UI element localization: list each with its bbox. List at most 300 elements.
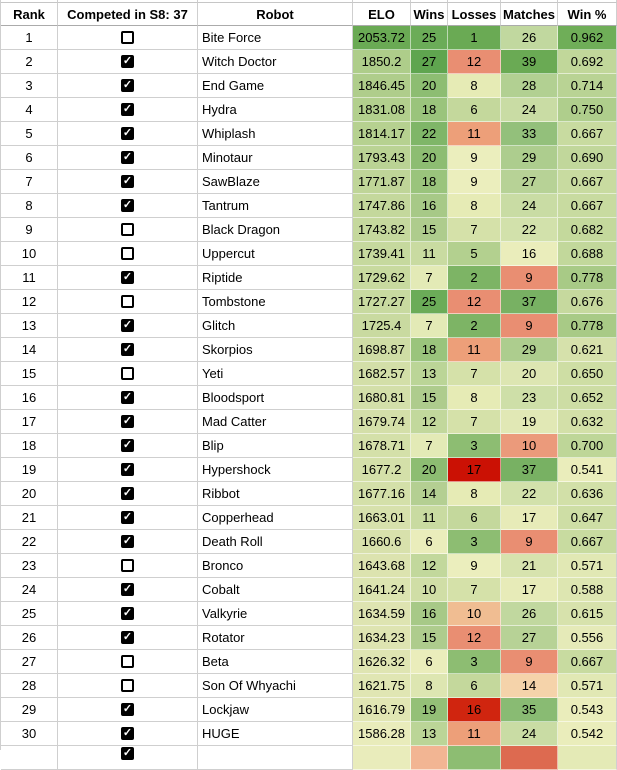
checkbox-unchecked[interactable]: [121, 655, 134, 668]
checkmark-icon: ✓: [122, 150, 133, 163]
matches-cell[interactable]: 27: [501, 626, 558, 650]
wins-cell[interactable]: 11: [411, 242, 448, 266]
rank-cell[interactable]: 14: [1, 338, 58, 362]
col-header-competed[interactable]: Competed in S8: 37: [58, 3, 198, 26]
losses-cell[interactable]: 6: [448, 674, 501, 698]
checkbox-checked[interactable]: [121, 463, 134, 476]
robot-name-cell[interactable]: Son Of Whyachi: [198, 674, 353, 698]
wins-cell[interactable]: 20: [411, 146, 448, 170]
checkbox-checked[interactable]: [121, 391, 134, 404]
losses-cell[interactable]: [448, 746, 501, 770]
losses-cell[interactable]: 3: [448, 530, 501, 554]
robot-name-cell[interactable]: Uppercut: [198, 242, 353, 266]
rank-cell[interactable]: 1: [1, 26, 58, 50]
col-header-elo[interactable]: ELO: [353, 3, 411, 26]
wins-cell[interactable]: 18: [411, 338, 448, 362]
checkbox-unchecked[interactable]: [121, 295, 134, 308]
rank-cell[interactable]: 16: [1, 386, 58, 410]
col-header-win-pct[interactable]: Win %: [558, 3, 617, 26]
win-pct-cell[interactable]: 0.688: [558, 242, 617, 266]
matches-cell[interactable]: 28: [501, 74, 558, 98]
checkbox-checked[interactable]: [121, 439, 134, 452]
table-row: [1, 314, 617, 338]
win-pct-cell[interactable]: 0.571: [558, 554, 617, 578]
losses-cell[interactable]: 10: [448, 602, 501, 626]
losses-cell[interactable]: 12: [448, 50, 501, 74]
wins-cell[interactable]: 20: [411, 74, 448, 98]
win-pct-cell[interactable]: 0.667: [558, 650, 617, 674]
elo-cell[interactable]: [353, 746, 411, 770]
elo-cell[interactable]: 1814.17: [353, 122, 411, 146]
competed-checkbox-cell[interactable]: [58, 146, 198, 170]
competed-checkbox-cell[interactable]: [58, 194, 198, 218]
losses-cell[interactable]: 8: [448, 194, 501, 218]
competed-checkbox-cell[interactable]: [58, 170, 198, 194]
col-header-rank[interactable]: Rank: [1, 3, 58, 26]
matches-cell[interactable]: 17: [501, 578, 558, 602]
losses-cell[interactable]: 12: [448, 626, 501, 650]
elo-cell[interactable]: 1727.27: [353, 290, 411, 314]
elo-cell[interactable]: 1747.86: [353, 194, 411, 218]
robot-name-cell[interactable]: Copperhead: [198, 506, 353, 530]
rank-cell[interactable]: 15: [1, 362, 58, 386]
robot-name-cell[interactable]: Ribbot: [198, 482, 353, 506]
elo-cell[interactable]: 1634.23: [353, 626, 411, 650]
checkbox-checked[interactable]: [121, 79, 134, 92]
competed-checkbox-cell[interactable]: [58, 482, 198, 506]
losses-cell[interactable]: 8: [448, 386, 501, 410]
elo-cell[interactable]: 1680.81: [353, 386, 411, 410]
matches-cell[interactable]: 21: [501, 554, 558, 578]
robot-name-cell[interactable]: Skorpios: [198, 338, 353, 362]
wins-cell[interactable]: 27: [411, 50, 448, 74]
win-pct-cell[interactable]: 0.621: [558, 338, 617, 362]
matches-cell[interactable]: 19: [501, 410, 558, 434]
losses-cell[interactable]: 7: [448, 410, 501, 434]
elo-cell[interactable]: 1634.59: [353, 602, 411, 626]
elo-cell[interactable]: 1793.43: [353, 146, 411, 170]
checkbox-checked[interactable]: [121, 343, 134, 356]
win-pct-cell[interactable]: 0.692: [558, 50, 617, 74]
win-pct-cell[interactable]: 0.676: [558, 290, 617, 314]
wins-cell[interactable]: 15: [411, 218, 448, 242]
wins-cell[interactable]: 25: [411, 26, 448, 50]
wins-cell[interactable]: 22: [411, 122, 448, 146]
checkbox-checked[interactable]: [121, 583, 134, 596]
matches-cell[interactable]: 9: [501, 530, 558, 554]
matches-cell[interactable]: 9: [501, 650, 558, 674]
wins-cell[interactable]: 7: [411, 434, 448, 458]
rank-cell[interactable]: 9: [1, 218, 58, 242]
losses-cell[interactable]: 8: [448, 482, 501, 506]
competed-checkbox-cell[interactable]: [58, 74, 198, 98]
losses-cell[interactable]: 11: [448, 122, 501, 146]
matches-cell[interactable]: 37: [501, 458, 558, 482]
elo-cell[interactable]: 1729.62: [353, 266, 411, 290]
checkbox-checked[interactable]: [121, 631, 134, 644]
wins-cell[interactable]: 12: [411, 554, 448, 578]
losses-cell[interactable]: 11: [448, 722, 501, 746]
win-pct-cell[interactable]: 0.647: [558, 506, 617, 530]
elo-cell[interactable]: 1643.68: [353, 554, 411, 578]
win-pct-cell[interactable]: 0.667: [558, 170, 617, 194]
robot-name-cell[interactable]: Tantrum: [198, 194, 353, 218]
robot-name-cell[interactable]: Bronco: [198, 554, 353, 578]
losses-cell[interactable]: 5: [448, 242, 501, 266]
checkbox-unchecked[interactable]: [121, 367, 134, 380]
win-pct-cell[interactable]: 0.714: [558, 74, 617, 98]
win-pct-cell[interactable]: 0.636: [558, 482, 617, 506]
competed-checkbox-cell[interactable]: [58, 218, 198, 242]
checkbox-checked[interactable]: [121, 747, 134, 760]
robot-name-cell[interactable]: Valkyrie: [198, 602, 353, 626]
elo-cell[interactable]: 1660.6: [353, 530, 411, 554]
rank-cell[interactable]: [1, 746, 58, 770]
wins-cell[interactable]: 8: [411, 674, 448, 698]
rank-cell[interactable]: 23: [1, 554, 58, 578]
col-header-robot[interactable]: Robot: [198, 3, 353, 26]
matches-cell[interactable]: 39: [501, 50, 558, 74]
losses-cell[interactable]: 7: [448, 362, 501, 386]
competed-checkbox-cell[interactable]: [58, 554, 198, 578]
wins-cell[interactable]: 6: [411, 650, 448, 674]
checkbox-checked[interactable]: [121, 727, 134, 740]
elo-cell[interactable]: 1771.87: [353, 170, 411, 194]
robot-name-cell[interactable]: Bloodsport: [198, 386, 353, 410]
elo-cell[interactable]: 1586.28: [353, 722, 411, 746]
checkbox-checked[interactable]: [121, 511, 134, 524]
elo-cell[interactable]: 1682.57: [353, 362, 411, 386]
competed-checkbox-cell[interactable]: [58, 746, 198, 770]
rank-cell[interactable]: 2: [1, 50, 58, 74]
rank-cell[interactable]: 24: [1, 578, 58, 602]
matches-cell[interactable]: 27: [501, 170, 558, 194]
table-row: [1, 98, 617, 122]
elo-cell[interactable]: 1677.2: [353, 458, 411, 482]
wins-cell[interactable]: 12: [411, 410, 448, 434]
losses-cell[interactable]: 7: [448, 218, 501, 242]
rank-cell[interactable]: 30: [1, 722, 58, 746]
rank-cell[interactable]: 20: [1, 482, 58, 506]
win-pct-cell[interactable]: 0.652: [558, 386, 617, 410]
competed-checkbox-cell[interactable]: [58, 578, 198, 602]
checkbox-checked[interactable]: [121, 703, 134, 716]
robot-name-cell[interactable]: Lockjaw: [198, 698, 353, 722]
wins-cell[interactable]: 10: [411, 578, 448, 602]
elo-cell[interactable]: 1677.16: [353, 482, 411, 506]
losses-cell[interactable]: 11: [448, 338, 501, 362]
elo-cell[interactable]: 1679.74: [353, 410, 411, 434]
robot-name-cell[interactable]: Whiplash: [198, 122, 353, 146]
rank-cell[interactable]: 13: [1, 314, 58, 338]
competed-checkbox-cell[interactable]: [58, 266, 198, 290]
rank-cell[interactable]: 10: [1, 242, 58, 266]
checkbox-checked[interactable]: [121, 271, 134, 284]
table-row: [1, 410, 617, 434]
table-row: [1, 698, 617, 722]
competed-checkbox-cell[interactable]: [58, 362, 198, 386]
competed-checkbox-cell[interactable]: [58, 410, 198, 434]
win-pct-cell[interactable]: 0.615: [558, 602, 617, 626]
rank-cell[interactable]: 21: [1, 506, 58, 530]
matches-cell[interactable]: 20: [501, 362, 558, 386]
rank-cell[interactable]: 17: [1, 410, 58, 434]
competed-checkbox-cell[interactable]: [58, 290, 198, 314]
matches-cell[interactable]: 9: [501, 314, 558, 338]
robot-name-cell[interactable]: Hypershock: [198, 458, 353, 482]
elo-cell[interactable]: 1846.45: [353, 74, 411, 98]
competed-checkbox-cell[interactable]: [58, 698, 198, 722]
matches-cell[interactable]: 29: [501, 146, 558, 170]
elo-cell[interactable]: 1725.4: [353, 314, 411, 338]
matches-cell[interactable]: 22: [501, 218, 558, 242]
rank-cell[interactable]: 6: [1, 146, 58, 170]
checkmark-icon: ✓: [122, 582, 133, 595]
losses-cell[interactable]: 3: [448, 434, 501, 458]
matches-cell[interactable]: 33: [501, 122, 558, 146]
win-pct-cell[interactable]: [558, 746, 617, 770]
robot-name-cell[interactable]: End Game: [198, 74, 353, 98]
rank-cell[interactable]: 26: [1, 626, 58, 650]
rank-cell[interactable]: 8: [1, 194, 58, 218]
win-pct-cell[interactable]: 0.667: [558, 194, 617, 218]
wins-cell[interactable]: 18: [411, 98, 448, 122]
competed-checkbox-cell[interactable]: [58, 242, 198, 266]
col-header-matches[interactable]: Matches: [501, 3, 558, 26]
wins-cell[interactable]: [411, 746, 448, 770]
table-row: [1, 74, 617, 98]
matches-cell[interactable]: 24: [501, 98, 558, 122]
col-header-wins[interactable]: Wins: [411, 3, 448, 26]
win-pct-cell[interactable]: 0.541: [558, 458, 617, 482]
losses-cell[interactable]: 8: [448, 74, 501, 98]
matches-cell[interactable]: 9: [501, 266, 558, 290]
losses-cell[interactable]: 2: [448, 314, 501, 338]
losses-cell[interactable]: 9: [448, 170, 501, 194]
robot-name-cell[interactable]: Rotator: [198, 626, 353, 650]
rank-cell[interactable]: 3: [1, 74, 58, 98]
checkbox-unchecked[interactable]: [121, 679, 134, 692]
elo-cell[interactable]: 1743.82: [353, 218, 411, 242]
rank-cell[interactable]: 5: [1, 122, 58, 146]
losses-cell[interactable]: 2: [448, 266, 501, 290]
robot-name-cell[interactable]: Witch Doctor: [198, 50, 353, 74]
losses-cell[interactable]: 9: [448, 554, 501, 578]
matches-cell[interactable]: 22: [501, 482, 558, 506]
competed-checkbox-cell[interactable]: [58, 530, 198, 554]
table-row: [1, 602, 617, 626]
wins-cell[interactable]: 13: [411, 722, 448, 746]
competed-checkbox-cell[interactable]: [58, 626, 198, 650]
losses-cell[interactable]: 17: [448, 458, 501, 482]
win-pct-cell[interactable]: 0.962: [558, 26, 617, 50]
losses-cell[interactable]: 3: [448, 650, 501, 674]
losses-cell[interactable]: 6: [448, 506, 501, 530]
wins-cell[interactable]: 16: [411, 602, 448, 626]
win-pct-cell[interactable]: 0.650: [558, 362, 617, 386]
rank-cell[interactable]: 11: [1, 266, 58, 290]
rank-cell[interactable]: 25: [1, 602, 58, 626]
wins-cell[interactable]: 18: [411, 170, 448, 194]
rank-cell[interactable]: 27: [1, 650, 58, 674]
win-pct-cell[interactable]: 0.750: [558, 98, 617, 122]
win-pct-cell[interactable]: 0.778: [558, 266, 617, 290]
elo-cell[interactable]: 1621.75: [353, 674, 411, 698]
checkbox-checked[interactable]: [121, 319, 134, 332]
header-row: [1, 3, 617, 26]
checkbox-checked[interactable]: [121, 199, 134, 212]
checkbox-checked[interactable]: [121, 175, 134, 188]
wins-cell[interactable]: 7: [411, 266, 448, 290]
robot-name-cell[interactable]: Beta: [198, 650, 353, 674]
wins-cell[interactable]: 11: [411, 506, 448, 530]
competed-checkbox-cell[interactable]: [58, 722, 198, 746]
wins-cell[interactable]: 25: [411, 290, 448, 314]
robot-name-cell[interactable]: Riptide: [198, 266, 353, 290]
elo-cell[interactable]: 1850.2: [353, 50, 411, 74]
robot-name-cell[interactable]: Blip: [198, 434, 353, 458]
checkbox-checked[interactable]: [121, 55, 134, 68]
robot-name-cell[interactable]: Tombstone: [198, 290, 353, 314]
wins-cell[interactable]: 13: [411, 362, 448, 386]
competed-checkbox-cell[interactable]: [58, 386, 198, 410]
table-row: [1, 218, 617, 242]
elo-cell[interactable]: 1626.32: [353, 650, 411, 674]
competed-checkbox-cell[interactable]: [58, 602, 198, 626]
matches-cell[interactable]: [501, 746, 558, 770]
competed-checkbox-cell[interactable]: [58, 98, 198, 122]
wins-cell[interactable]: 19: [411, 698, 448, 722]
losses-cell[interactable]: 16: [448, 698, 501, 722]
win-pct-cell[interactable]: 0.632: [558, 410, 617, 434]
wins-cell[interactable]: 15: [411, 386, 448, 410]
elo-cell[interactable]: 2053.72: [353, 26, 411, 50]
matches-cell[interactable]: 14: [501, 674, 558, 698]
rank-cell[interactable]: 7: [1, 170, 58, 194]
checkbox-unchecked[interactable]: [121, 31, 134, 44]
losses-cell[interactable]: 9: [448, 146, 501, 170]
robot-name-cell[interactable]: Black Dragon: [198, 218, 353, 242]
win-pct-cell[interactable]: 0.542: [558, 722, 617, 746]
checkbox-checked[interactable]: [121, 535, 134, 548]
table-row: [1, 458, 617, 482]
win-pct-cell[interactable]: 0.556: [558, 626, 617, 650]
col-header-losses[interactable]: Losses: [448, 3, 501, 26]
matches-cell[interactable]: 24: [501, 722, 558, 746]
wins-cell[interactable]: 15: [411, 626, 448, 650]
competed-checkbox-cell[interactable]: [58, 458, 198, 482]
robot-name-cell[interactable]: Glitch: [198, 314, 353, 338]
matches-cell[interactable]: 24: [501, 194, 558, 218]
wins-cell[interactable]: 20: [411, 458, 448, 482]
matches-cell[interactable]: 35: [501, 698, 558, 722]
win-pct-cell[interactable]: 0.667: [558, 122, 617, 146]
losses-cell[interactable]: 7: [448, 578, 501, 602]
robot-name-cell[interactable]: Minotaur: [198, 146, 353, 170]
checkbox-checked[interactable]: [121, 151, 134, 164]
win-pct-cell[interactable]: 0.690: [558, 146, 617, 170]
wins-cell[interactable]: 14: [411, 482, 448, 506]
elo-cell[interactable]: 1641.24: [353, 578, 411, 602]
competed-checkbox-cell[interactable]: [58, 314, 198, 338]
wins-cell[interactable]: 16: [411, 194, 448, 218]
matches-cell[interactable]: 26: [501, 26, 558, 50]
elo-cell[interactable]: 1678.71: [353, 434, 411, 458]
win-pct-cell[interactable]: 0.543: [558, 698, 617, 722]
elo-cell[interactable]: 1698.87: [353, 338, 411, 362]
matches-cell[interactable]: 26: [501, 602, 558, 626]
win-pct-cell[interactable]: 0.667: [558, 530, 617, 554]
robot-name-cell[interactable]: Cobalt: [198, 578, 353, 602]
losses-cell[interactable]: 6: [448, 98, 501, 122]
elo-cell[interactable]: 1739.41: [353, 242, 411, 266]
win-pct-cell[interactable]: 0.700: [558, 434, 617, 458]
competed-checkbox-cell[interactable]: [58, 650, 198, 674]
robot-name-cell[interactable]: Bite Force: [198, 26, 353, 50]
elo-cell[interactable]: 1663.01: [353, 506, 411, 530]
checkmark-icon: ✓: [122, 630, 133, 643]
checkbox-unchecked[interactable]: [121, 559, 134, 572]
matches-cell[interactable]: 16: [501, 242, 558, 266]
matches-cell[interactable]: 29: [501, 338, 558, 362]
robot-name-cell[interactable]: Death Roll: [198, 530, 353, 554]
matches-cell[interactable]: 23: [501, 386, 558, 410]
win-pct-cell[interactable]: 0.588: [558, 578, 617, 602]
matches-cell[interactable]: 37: [501, 290, 558, 314]
rank-cell[interactable]: 12: [1, 290, 58, 314]
matches-cell[interactable]: 10: [501, 434, 558, 458]
competed-checkbox-cell[interactable]: [58, 338, 198, 362]
rank-cell[interactable]: 19: [1, 458, 58, 482]
rank-cell[interactable]: 22: [1, 530, 58, 554]
wins-cell[interactable]: 7: [411, 314, 448, 338]
rank-cell[interactable]: 4: [1, 98, 58, 122]
win-pct-cell[interactable]: 0.571: [558, 674, 617, 698]
elo-cell[interactable]: 1616.79: [353, 698, 411, 722]
matches-cell[interactable]: 17: [501, 506, 558, 530]
win-pct-cell[interactable]: 0.682: [558, 218, 617, 242]
robot-name-cell[interactable]: Hydra: [198, 98, 353, 122]
rank-cell[interactable]: 28: [1, 674, 58, 698]
competed-checkbox-cell[interactable]: [58, 122, 198, 146]
losses-cell[interactable]: 12: [448, 290, 501, 314]
rank-cell[interactable]: 18: [1, 434, 58, 458]
checkbox-checked[interactable]: [121, 487, 134, 500]
competed-checkbox-cell[interactable]: [58, 50, 198, 74]
checkbox-checked[interactable]: [121, 415, 134, 428]
checkbox-checked[interactable]: [121, 127, 134, 140]
competed-checkbox-cell[interactable]: [58, 26, 198, 50]
wins-cell[interactable]: 6: [411, 530, 448, 554]
win-pct-cell[interactable]: 0.778: [558, 314, 617, 338]
checkbox-unchecked[interactable]: [121, 247, 134, 260]
competed-checkbox-cell[interactable]: [58, 506, 198, 530]
rank-cell[interactable]: 29: [1, 698, 58, 722]
robot-name-cell[interactable]: SawBlaze: [198, 170, 353, 194]
robot-name-cell[interactable]: Yeti: [198, 362, 353, 386]
competed-checkbox-cell[interactable]: [58, 674, 198, 698]
losses-cell[interactable]: 1: [448, 26, 501, 50]
robot-name-cell[interactable]: [198, 746, 353, 770]
checkbox-checked[interactable]: [121, 607, 134, 620]
checkmark-icon: ✓: [122, 462, 133, 475]
robot-name-cell[interactable]: Mad Catter: [198, 410, 353, 434]
checkbox-checked[interactable]: [121, 103, 134, 116]
competed-checkbox-cell[interactable]: [58, 434, 198, 458]
elo-cell[interactable]: 1831.08: [353, 98, 411, 122]
robot-name-cell[interactable]: HUGE: [198, 722, 353, 746]
checkbox-unchecked[interactable]: [121, 223, 134, 236]
